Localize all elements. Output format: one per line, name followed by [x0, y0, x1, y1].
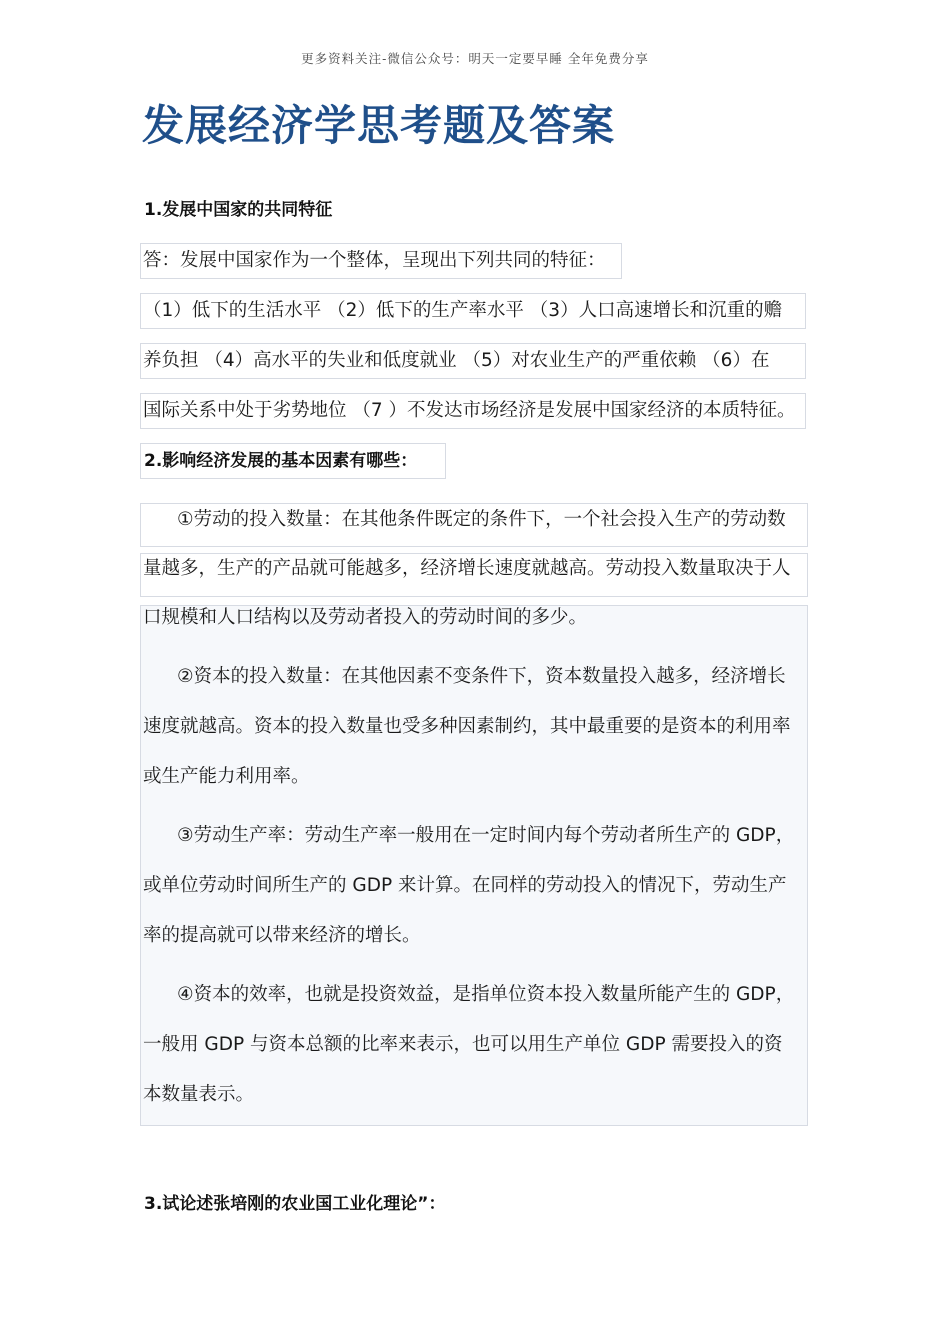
q1-answer-line-3: 养负担 （4）高水平的失业和低度就业 （5）对农业生产的严重依赖 （6）在	[140, 343, 806, 379]
q2-factor-productivity-line-2: 或单位劳动时间所生产的 GDP 来计算。在同样的劳动投入的情况下，劳动生产	[143, 875, 787, 896]
q1-answer-line-2: （1）低下的生活水平 （2）低下的生产率水平 （3）人口高速增长和沉重的赡	[140, 293, 806, 329]
header-note: 更多资料关注-微信公众号：明天一定要早睡 全年免费分享	[301, 51, 649, 66]
q2-factor-productivity-line-1: ③劳动生产率：劳动生产率一般用在一定时间内每个劳动者所生产的 GDP，	[177, 825, 795, 846]
q1-answer-line-4: 国际关系中处于劣势地位 （7 ）不发达市场经济是发展中国家经济的本质特征。	[140, 393, 806, 429]
page-title: 发展经济学思考题及答案	[142, 101, 616, 150]
q3-heading: 3.试论述张培刚的农业国工业化理论”：	[144, 1194, 446, 1214]
q2-factor-capital-line-2: 速度就越高。资本的投入数量也受多种因素制约，其中最重要的是资本的利用率	[143, 716, 791, 737]
q2-factor-labor-line-2: 量越多，生产的产品就可能越多，经济增长速度就越高。劳动投入数量取决于人	[140, 553, 808, 597]
q2-factor-productivity-line-3: 率的提高就可以带来经济的增长。	[143, 925, 421, 946]
q2-factor-labor-line-1: ①劳动的投入数量：在其他条件既定的条件下，一个社会投入生产的劳动数	[140, 503, 808, 547]
q2-factor-labor-line-3: 口规模和人口结构以及劳动者投入的劳动时间的多少。	[143, 607, 588, 628]
q2-heading: 2.影响经济发展的基本因素有哪些：	[140, 443, 446, 479]
q2-factor-capital-line-3: 或生产能力利用率。	[143, 766, 310, 787]
q2-factor-efficiency-line-2: 一般用 GDP 与资本总额的比率来表示，也可以用生产单位 GDP 需要投入的资	[143, 1034, 783, 1055]
q2-factor-efficiency-line-3: 本数量表示。	[143, 1084, 255, 1105]
q1-heading: 1.发展中国家的共同特征	[144, 200, 333, 220]
q2-factor-capital-line-1: ②资本的投入数量：在其他因素不变条件下，资本数量投入越多，经济增长	[177, 666, 786, 687]
q2-factor-efficiency-line-1: ④资本的效率，也就是投资效益，是指单位资本投入数量所能产生的 GDP，	[177, 984, 795, 1005]
q1-answer-line-1: 答：发展中国家作为一个整体，呈现出下列共同的特征：	[140, 243, 622, 279]
